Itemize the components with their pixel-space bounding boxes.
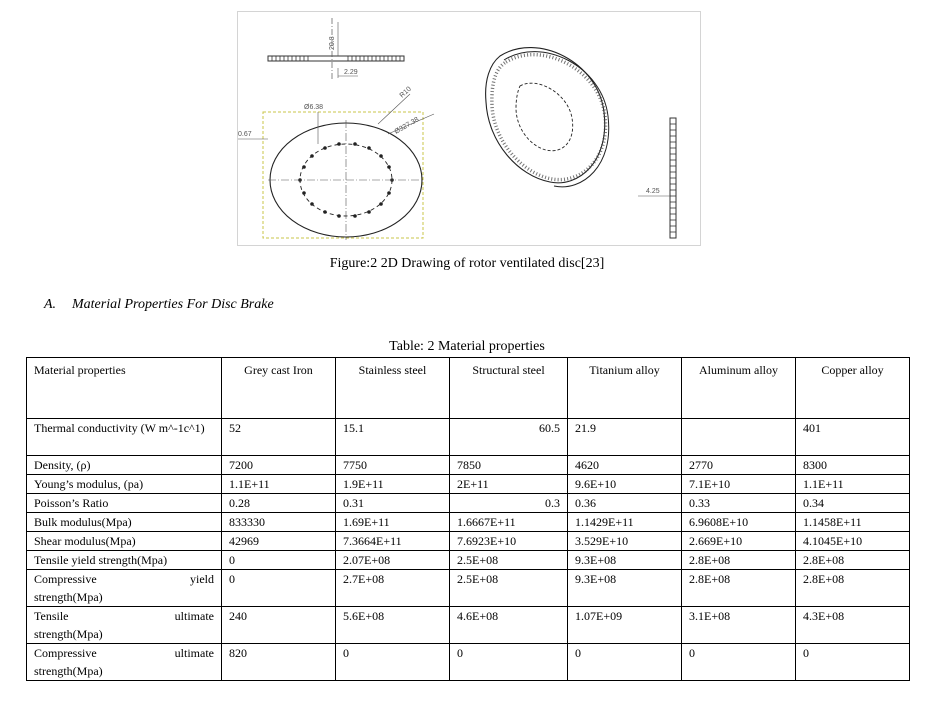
table-row (27, 532, 910, 551)
table-row (27, 494, 910, 513)
table-cell: 7200 (222, 456, 336, 475)
table-cell: 4.3E+08 (796, 607, 910, 644)
row-label-word: ultimate (174, 646, 214, 660)
dim-vane: 2.29 (344, 69, 358, 76)
row-label: Density, (ρ) (27, 456, 222, 475)
header-cell: Stainless steel (336, 358, 450, 419)
table-cell: 5.6E+08 (336, 607, 450, 644)
header-cell: Aluminum alloy (682, 358, 796, 419)
table-cell: 1.6667E+11 (450, 513, 568, 532)
table-caption: Table: 2 Material properties (389, 339, 545, 354)
material-properties-table (26, 357, 910, 681)
table-row (27, 570, 910, 607)
dim-thickness: 20.8 (329, 36, 336, 50)
figure-drawing (237, 11, 701, 246)
table-cell: 0.3 (450, 494, 568, 513)
section-title: Material Properties For Disc Brake (72, 297, 274, 312)
table-cell: 60.5 (450, 419, 568, 456)
table-cell: 0.31 (336, 494, 450, 513)
table-cell: 4620 (568, 456, 682, 475)
table-cell: 2.07E+08 (336, 551, 450, 570)
header-cell: Structural steel (450, 358, 568, 419)
table-cell: 7.6923E+10 (450, 532, 568, 551)
table-cell: 2770 (682, 456, 796, 475)
table-cell: 42969 (222, 532, 336, 551)
table-row (27, 607, 910, 644)
table-cell: 7850 (450, 456, 568, 475)
table-cell: 9.6E+10 (568, 475, 682, 494)
table-cell: 2.5E+08 (450, 551, 568, 570)
table-cell: 0.36 (568, 494, 682, 513)
row-label: Bulk modulus(Mpa) (27, 513, 222, 532)
dim-radius: R10 (398, 85, 413, 100)
table-row (27, 513, 910, 532)
dim-outer: Ø327.38 (393, 116, 421, 136)
table-row (27, 475, 910, 494)
table-cell: 0 (682, 644, 796, 681)
row-label: Shear modulus(Mpa) (27, 532, 222, 551)
table-cell: 2.8E+08 (682, 551, 796, 570)
table-cell: 3.1E+08 (682, 607, 796, 644)
row-label-word: yield (190, 572, 214, 586)
table-cell: 2E+11 (450, 475, 568, 494)
table-row (27, 644, 910, 681)
isometric-disc (454, 15, 634, 195)
row-label-word: ultimate (174, 609, 214, 623)
table-cell: 0 (568, 644, 682, 681)
table-cell: 6.9608E+10 (682, 513, 796, 532)
header-cell: Grey cast Iron (222, 358, 336, 419)
row-label-word: Tensile (34, 609, 69, 623)
table-cell: 0.34 (796, 494, 910, 513)
table-cell: 0.28 (222, 494, 336, 513)
table-cell: 1.1E+11 (222, 475, 336, 494)
table-cell: 3.529E+10 (568, 532, 682, 551)
table-cell: 2.669E+10 (682, 532, 796, 551)
row-label (27, 570, 222, 607)
section-number: A. (44, 297, 57, 312)
table-cell: 0 (336, 644, 450, 681)
table-header-row (27, 358, 910, 419)
table-cell: 2.8E+08 (796, 570, 910, 607)
row-label: Tensile yield strength(Mpa) (27, 551, 222, 570)
row-label-word: strength(Mpa) (34, 627, 103, 641)
table-cell: 15.1 (336, 419, 450, 456)
side-view-right (638, 118, 676, 238)
table-cell: 401 (796, 419, 910, 456)
table-cell: 9.3E+08 (568, 551, 682, 570)
table-cell: 0 (796, 644, 910, 681)
table-cell: 0 (222, 570, 336, 607)
table-cell: 240 (222, 607, 336, 644)
front-view-disc (268, 86, 434, 240)
row-label (27, 644, 222, 681)
table-cell: 7.3664E+11 (336, 532, 450, 551)
row-label: Young’s modulus, (pa) (27, 475, 222, 494)
table-cell: 2.8E+08 (682, 570, 796, 607)
table-cell: 9.3E+08 (568, 570, 682, 607)
side-view-top (268, 18, 404, 80)
table-cell: 1.07E+09 (568, 607, 682, 644)
header-cell: Titanium alloy (568, 358, 682, 419)
table-cell (682, 419, 796, 456)
dim-inner: 0.67 (238, 131, 252, 138)
table-cell: 8300 (796, 456, 910, 475)
table-cell: 4.6E+08 (450, 607, 568, 644)
table-cell: 1.69E+11 (336, 513, 450, 532)
table-cell: 1.1429E+11 (568, 513, 682, 532)
dim-hole: Ø6.38 (304, 104, 324, 111)
table-row (27, 419, 910, 456)
figure-caption: Figure:2 2D Drawing of rotor ventilated disc[23] (329, 256, 605, 271)
table-cell: 0 (222, 551, 336, 570)
dim-side-gap: 4.25 (646, 188, 660, 195)
table-cell: 21.9 (568, 419, 682, 456)
row-label-word: strength(Mpa) (34, 590, 103, 604)
rotor-drawing-svg (238, 12, 700, 245)
table-cell: 7750 (336, 456, 450, 475)
table-cell: 2.7E+08 (336, 570, 450, 607)
header-cell: Copper alloy (796, 358, 910, 419)
row-label-word: Compressive (34, 646, 97, 660)
row-label: Poisson’s Ratio (27, 494, 222, 513)
row-label: Thermal conductivity (W m^-1c^1) (27, 419, 222, 456)
table-cell: 0.33 (682, 494, 796, 513)
section-heading (44, 297, 274, 313)
table-cell: 52 (222, 419, 336, 456)
table-cell: 820 (222, 644, 336, 681)
header-cell: Material properties (27, 358, 222, 419)
table-cell: 1.9E+11 (336, 475, 450, 494)
table-cell: 7.1E+10 (682, 475, 796, 494)
table-cell: 833330 (222, 513, 336, 532)
table-cell: 2.8E+08 (796, 551, 910, 570)
table-row (27, 551, 910, 570)
table-cell: 4.1045E+10 (796, 532, 910, 551)
table-cell: 2.5E+08 (450, 570, 568, 607)
row-label-word: Compressive (34, 572, 97, 586)
table-row (27, 456, 910, 475)
table-cell: 0 (450, 644, 568, 681)
table-cell: 1.1458E+11 (796, 513, 910, 532)
row-label (27, 607, 222, 644)
table-cell: 1.1E+11 (796, 475, 910, 494)
row-label-word: strength(Mpa) (34, 664, 103, 678)
